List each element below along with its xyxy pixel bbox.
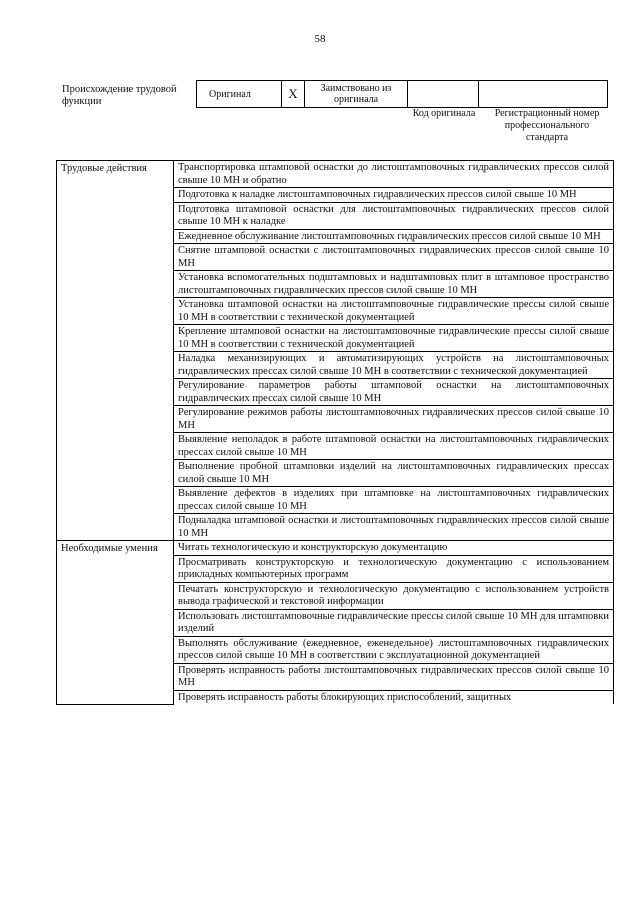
table-row [57, 161, 614, 188]
list-item: Проверять исправность работы блокирующих приспособлений, защитных [174, 690, 614, 704]
page-number: 58 [314, 33, 326, 45]
code-original-cell [408, 81, 479, 108]
list-item: Подналадка штамповой оснастки и листоштамповочных гидравлических прессов силой свыше 10 МН [174, 514, 614, 541]
list-item: Проверять исправность работы листоштамповочных гидравлических прессов силой свыше 10 МН [174, 663, 614, 690]
list-item: Наладка механизирующих и автоматизирующих устройств на листоштамповочных гидравлических прессах силой свыше 10 МН в соответствии с технической документацией [174, 352, 614, 379]
list-item: Ежедневное обслуживание листоштамповочных гидравлических прессов силой свыше 10 МН [174, 229, 614, 244]
table-row [57, 541, 614, 556]
list-item: Печатать конструкторскую и технологическую документацию с использованием устройств вывода графической и текстовой информации [174, 582, 614, 609]
list-item: Выявление неполадок в работе штамповой оснастки на листоштамповочных гидравлических прессах силой свыше 10 МН [174, 433, 614, 460]
code-original-label: Код оригинала [412, 108, 476, 119]
functions-table [56, 160, 614, 705]
list-item: Регулирование режимов работы листоштамповочных гидравлических прессов силой свыше 10 МН [174, 406, 614, 433]
list-item: Выполнение пробной штамповки изделий на листоштамповочных гидравлических прессах силой свыше 10 МН [174, 460, 614, 487]
origin-label: Происхождение трудовой функции [62, 84, 177, 107]
reg-number-label: Регистрационный номер профессионального стандарта [494, 108, 600, 143]
list-item: Читать технологическую и конструкторскую документацию [174, 541, 614, 556]
list-item: Просматривать конструкторскую и технологическую документацию с использованием прикладных компьютерных программ [174, 555, 614, 582]
list-item: Установка штамповой оснастки на листоштамповочные гидравлические прессы силой свыше 10 МН в соответствии с технической документацией [174, 298, 614, 325]
section-label: Трудовые действия [57, 161, 174, 541]
list-item: Подготовка штамповой оснастки для листоштамповочных гидравлических прессов силой свыше 10 МН к наладке [174, 202, 614, 229]
list-item: Снятие штамповой оснастки с листоштамповочных гидравлических прессов силой свыше 10 МН [174, 244, 614, 271]
original-cell: Оригинал [197, 81, 282, 108]
origin-table [196, 80, 608, 108]
list-item: Регулирование параметров работы штамповой оснастки на листоштамповочных гидравлических прессах силой свыше 10 МН [174, 379, 614, 406]
reg-number-cell [479, 81, 608, 108]
list-item: Транспортировка штамповой оснастки до листоштамповочных гидравлических прессов силой свыше 10 МН и обратно [174, 161, 614, 188]
list-item: Установка вспомогательных подштамповых и надштамповых плит в штамповое пространство листоштамповочных гидравлических прессов силой свыше 10 МН [174, 271, 614, 298]
list-item: Использовать листоштамповочные гидравлические прессы силой свыше 10 МН для штамповки изделий [174, 609, 614, 636]
borrowed-cell: Заимствовано из оригинала [305, 81, 408, 108]
list-item: Крепление штамповой оснастки на листоштамповочные гидравлические прессы силой свыше 10 МН в соответствии с технической документацией [174, 325, 614, 352]
list-item: Выполнять обслуживание (ежедневное, еженедельное) листоштамповочных гидравлических прессов силой свыше 10 МН в соответствии с эксплуатационной документацией [174, 636, 614, 663]
list-item: Подготовка к наладке листоштамповочных гидравлических прессов силой свыше 10 МН [174, 188, 614, 203]
list-item: Выявление дефектов в изделиях при штамповке на листоштамповочных гидравлических прессах силой свыше 10 МН [174, 487, 614, 514]
original-mark: X [282, 81, 305, 108]
section-label: Необходимые умения [57, 541, 174, 705]
